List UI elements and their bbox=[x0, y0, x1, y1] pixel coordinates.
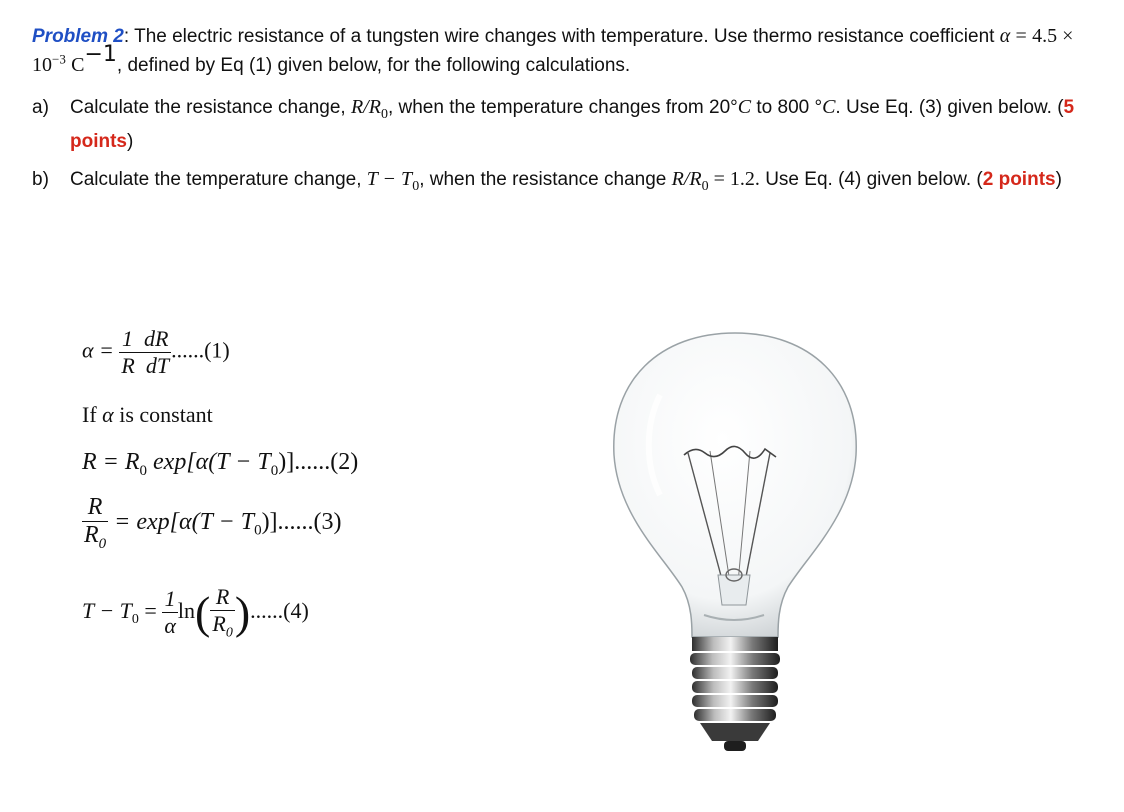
part-b-diff-sub: 0 bbox=[412, 178, 420, 194]
problem-colon: : bbox=[123, 26, 130, 47]
eq4-fraction-2 bbox=[210, 584, 234, 641]
note-suffix: is constant bbox=[119, 402, 213, 427]
part-a-points: 5 points bbox=[70, 97, 1075, 152]
part-a-ratio-sub: 0 bbox=[380, 106, 388, 122]
note-prefix: If bbox=[82, 402, 97, 427]
part-a-unit-2: C bbox=[822, 96, 836, 118]
eq1-numerator: 1 dR bbox=[122, 326, 169, 351]
eq1-lhs: α = bbox=[82, 337, 114, 363]
equation-1 bbox=[82, 326, 230, 379]
part-b-text-3: Use Eq. (4) given below. bbox=[759, 169, 972, 190]
note-alpha: α bbox=[102, 402, 114, 427]
eq4-tag: ......(4) bbox=[250, 597, 309, 623]
eq4-lhs: T − T bbox=[82, 597, 132, 623]
eq3-body: = exp[α(T − T bbox=[114, 508, 255, 535]
eq2-body-sub: 0 bbox=[270, 462, 279, 479]
part-b-points-close: ) bbox=[1055, 169, 1062, 190]
part-b bbox=[32, 166, 1092, 200]
part-b-points: 2 points bbox=[982, 169, 1056, 190]
alpha-equals: = bbox=[1015, 25, 1027, 47]
problem-intro-2: , defined by Eq (1) given below, for the following calculations. bbox=[116, 55, 631, 76]
part-a-text-1: Calculate the resistance change, bbox=[70, 97, 346, 118]
eq4-equals: = bbox=[138, 597, 163, 623]
alpha-unit: C bbox=[71, 54, 85, 76]
eq1-denominator: R dT bbox=[121, 353, 170, 378]
alpha-unit-exponent: −1 bbox=[84, 42, 117, 67]
eq3-denominator: R bbox=[84, 522, 99, 548]
light-bulb-icon bbox=[600, 325, 870, 770]
eq3-denominator-sub: 0 bbox=[98, 535, 107, 552]
eq4-den2: R bbox=[212, 611, 226, 636]
eq2-lhs-sub: 0 bbox=[139, 462, 148, 479]
eq3-tag: ......(3) bbox=[277, 508, 342, 535]
alpha-symbol: α bbox=[999, 25, 1011, 47]
eq4-num2: R bbox=[215, 584, 230, 609]
part-a-points-open: ( bbox=[1057, 97, 1064, 118]
eq2-body: exp[α(T − T bbox=[147, 449, 271, 475]
part-a-text-2: , when the temperature changes from 20° bbox=[387, 97, 738, 118]
eq3-fraction bbox=[82, 494, 108, 553]
eq1-fraction bbox=[119, 326, 171, 379]
eq4-lhs-sub: 0 bbox=[131, 612, 139, 628]
eq4-den2-sub: 0 bbox=[225, 625, 233, 641]
eq4-den1: α bbox=[164, 613, 176, 639]
part-a-points-close: ) bbox=[127, 130, 134, 152]
alpha-exponent: −3 bbox=[52, 51, 66, 67]
eq3-body-sub: 0 bbox=[254, 522, 262, 539]
eq4-paren-open: ( bbox=[195, 587, 211, 639]
part-b-ratio-sub: 0 bbox=[701, 178, 709, 194]
equation-4 bbox=[82, 584, 309, 641]
eq1-tag: ......(1) bbox=[171, 337, 230, 363]
part-a-label: a) bbox=[32, 97, 49, 118]
constant-note bbox=[82, 402, 213, 428]
part-b-diff: T − T bbox=[366, 168, 413, 190]
part-b-ratio: R/R bbox=[671, 168, 702, 190]
eq4-num1: 1 bbox=[164, 586, 176, 612]
part-b-points-open: ( bbox=[976, 169, 983, 190]
alpha-value: 4.5 × 10 bbox=[32, 25, 1074, 76]
part-a-text-4: . Use Eq. (3) given below. bbox=[835, 97, 1052, 118]
eq4-paren-close: ) bbox=[234, 587, 251, 639]
part-b-ratio-value: = 1.2. bbox=[708, 168, 760, 190]
eq3-close: )] bbox=[261, 508, 278, 535]
part-a-ratio: R/R bbox=[350, 96, 381, 118]
problem-statement bbox=[32, 22, 1102, 80]
eq2-tag: ......(2) bbox=[294, 449, 359, 475]
eq4-fraction-1 bbox=[162, 586, 178, 639]
eq2-close: )] bbox=[278, 449, 295, 475]
equation-3 bbox=[82, 494, 342, 553]
problem-label: Problem 2 bbox=[32, 26, 124, 47]
part-a bbox=[32, 94, 1092, 155]
problem-intro-1: The electric resistance of a tungsten wire changes with temperature. Use thermo resistance coefficient bbox=[134, 26, 995, 47]
equation-2 bbox=[82, 449, 358, 480]
part-b-text-1: Calculate the temperature change, bbox=[70, 169, 362, 190]
eq3-numerator: R bbox=[87, 494, 103, 520]
part-b-label: b) bbox=[32, 169, 49, 190]
part-b-text-2: , when the resistance change bbox=[419, 169, 667, 190]
part-a-unit-1: C bbox=[737, 96, 752, 118]
eq2-lhs: R = R bbox=[82, 449, 140, 475]
part-a-text-3: to 800 ° bbox=[751, 97, 823, 118]
eq4-ln: ln bbox=[177, 597, 196, 623]
